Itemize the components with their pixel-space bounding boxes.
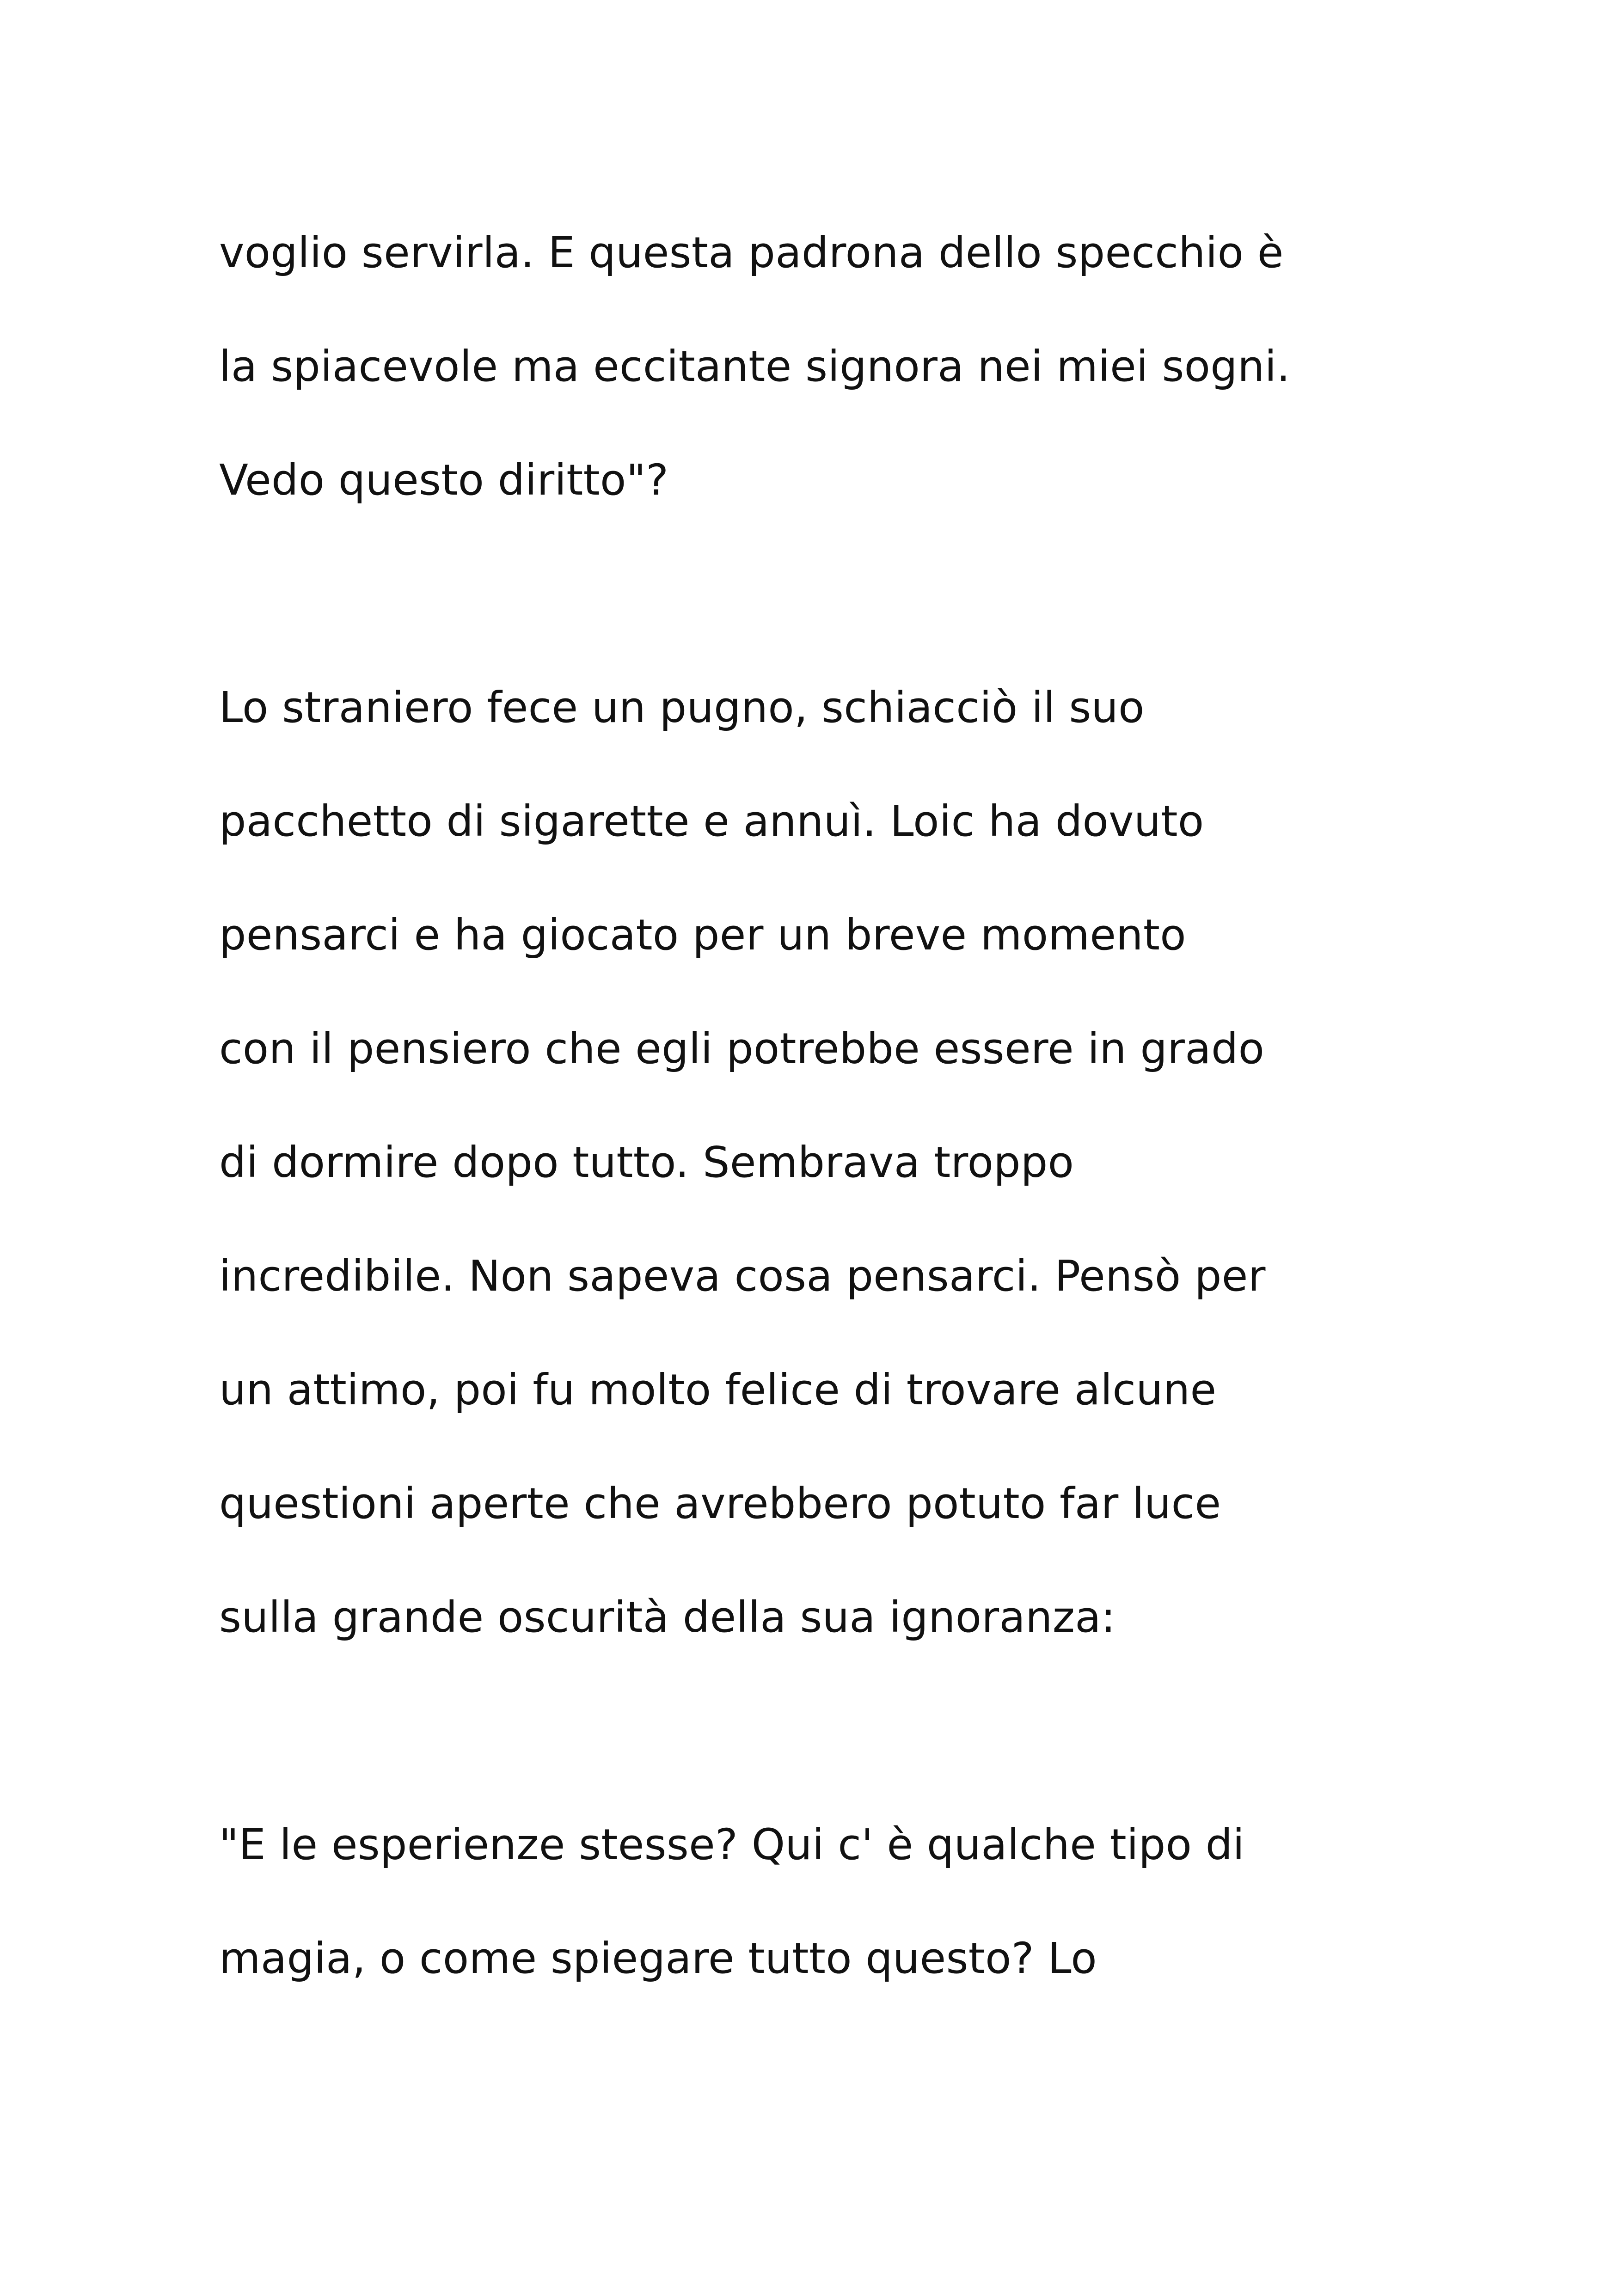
paragraph-line: voglio servirla. E questa padrona dello specchio è xyxy=(219,228,1284,277)
paragraph-line: con il pensiero che egli potrebbe essere in grado xyxy=(219,1024,1265,1073)
paragraph-2 xyxy=(219,651,1467,1674)
paragraph-line: Lo straniero fece un pugno, schiacciò il suo xyxy=(219,683,1145,732)
paragraph-3 xyxy=(219,1788,1467,2015)
paragraph-line: un attimo, poi fu molto felice di trovare alcune xyxy=(219,1365,1217,1414)
paragraph-line: pacchetto di sigarette e annuì. Loic ha dovuto xyxy=(219,796,1204,846)
paragraph-line: magia, o come spiegare tutto questo? Lo xyxy=(219,1934,1097,1983)
paragraph-line: incredibile. Non sapeva cosa pensarci. Pensò per xyxy=(219,1251,1266,1301)
paragraph-line: la spiacevole ma eccitante signora nei miei sogni. xyxy=(219,342,1290,391)
paragraph-line: questioni aperte che avrebbero potuto far luce xyxy=(219,1479,1221,1528)
paragraph-line: pensarci e ha giocato per un breve momento xyxy=(219,910,1186,960)
paragraph-line: di dormire dopo tutto. Sembrava troppo xyxy=(219,1138,1074,1187)
paragraph-line: sulla grande oscurità della sua ignoranza: xyxy=(219,1592,1116,1642)
paragraph-1 xyxy=(219,196,1467,537)
paragraph-line: Vedo questo diritto"? xyxy=(219,455,669,505)
paragraph-line: "E le esperienze stesse? Qui c' è qualche tipo di xyxy=(219,1820,1245,1869)
